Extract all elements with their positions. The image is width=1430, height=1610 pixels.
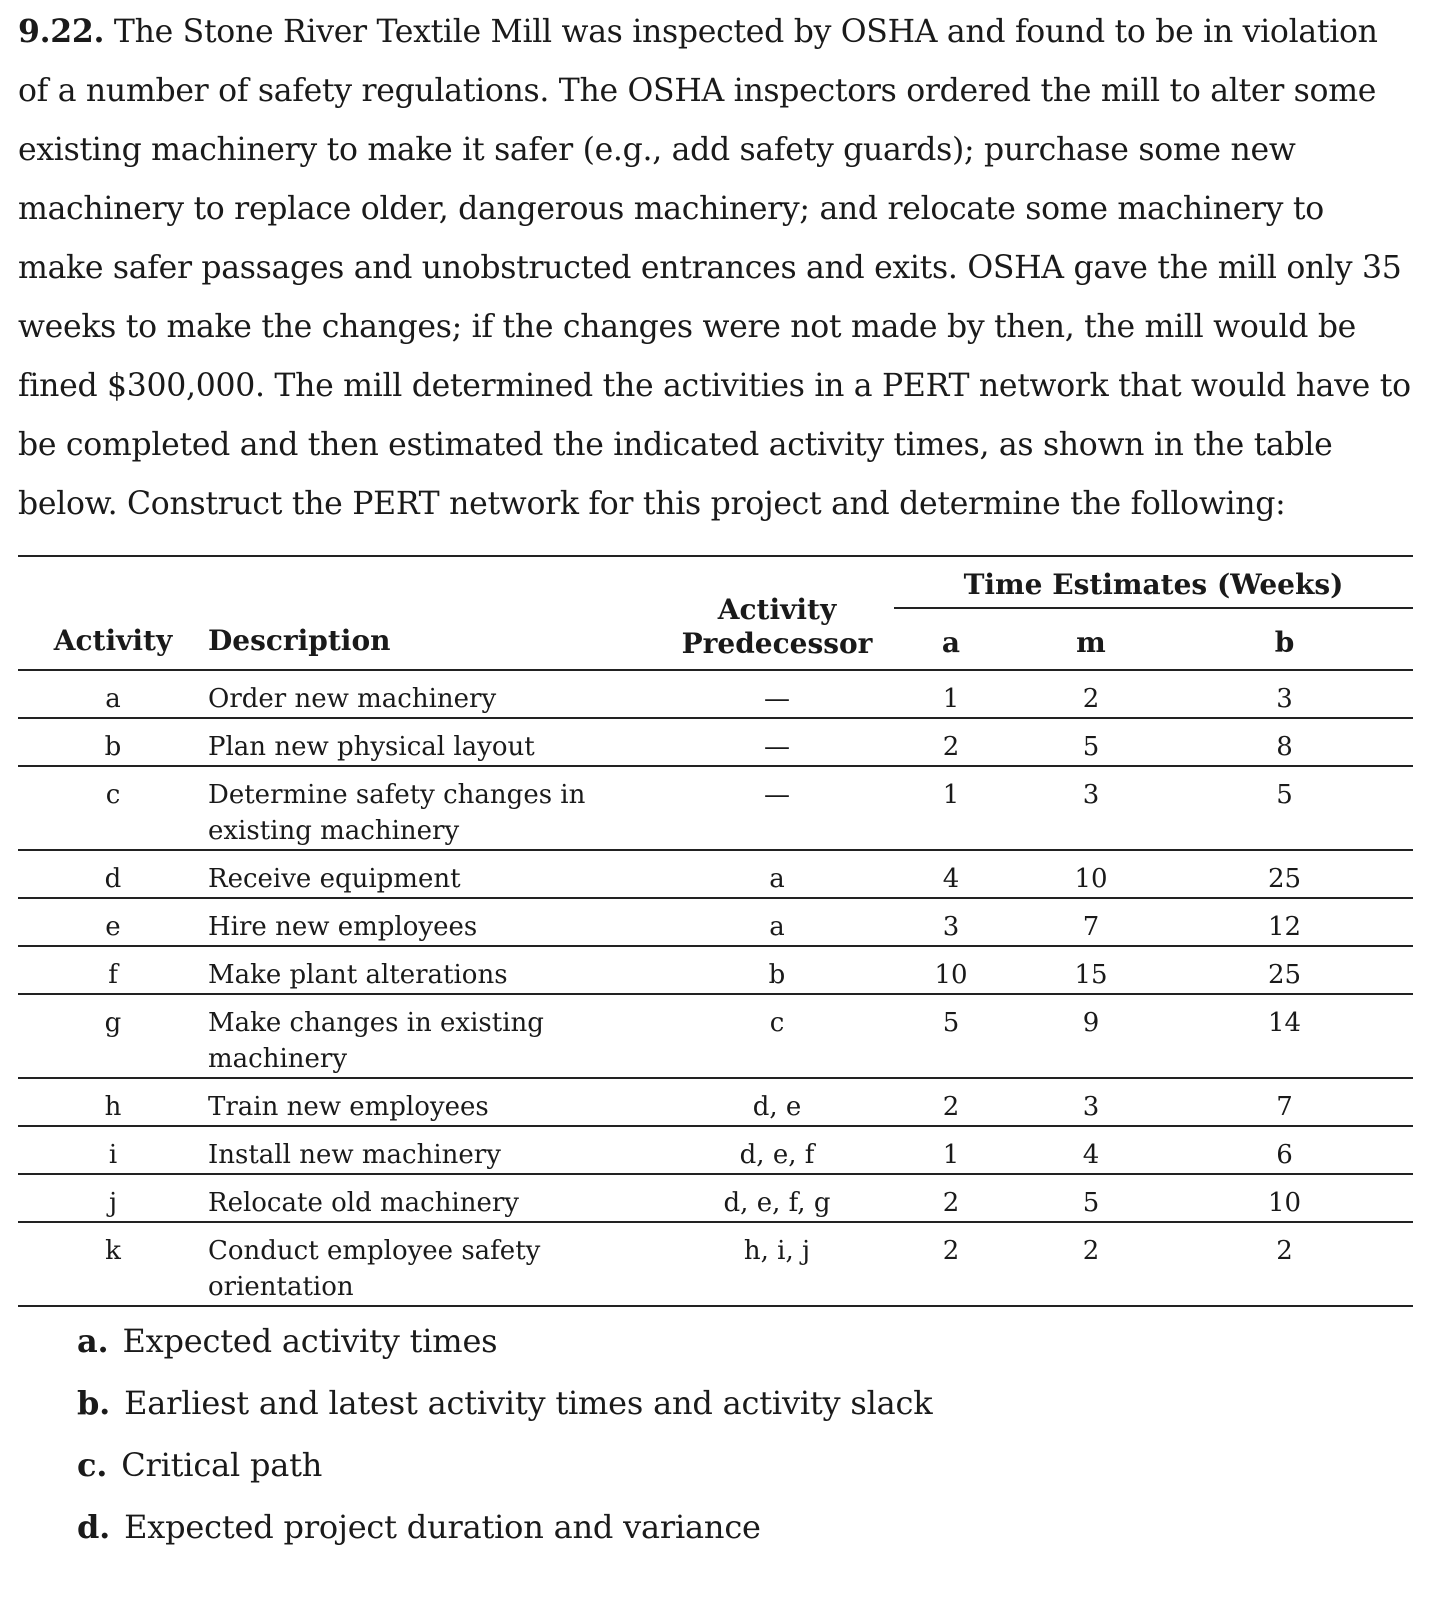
table-row xyxy=(18,1222,1413,1306)
question-list xyxy=(77,1310,932,1558)
header-time-group-cell xyxy=(876,556,1413,609)
cell-description: Train new employees xyxy=(208,1092,489,1122)
table-row xyxy=(18,850,1413,898)
question-label: b. xyxy=(77,1384,111,1422)
cell-description: Relocate old machinery xyxy=(208,1188,519,1218)
cell-activity: g xyxy=(104,1008,122,1038)
cell-predecessor: — xyxy=(764,732,790,762)
cell-b: 10 xyxy=(1267,1188,1302,1218)
cell-activity: d xyxy=(104,864,122,894)
cell-predecessor: a xyxy=(769,864,785,894)
cell-m: 15 xyxy=(1074,960,1108,990)
cell-a: 3 xyxy=(942,912,960,942)
header-m: m xyxy=(1076,626,1106,659)
cell-m: 4 xyxy=(1082,1140,1100,1170)
cell-a: 1 xyxy=(942,780,960,810)
cell-predecessor: — xyxy=(764,684,790,714)
question-text: Expected activity times xyxy=(122,1322,498,1360)
header-predecessor xyxy=(678,556,876,670)
cell-b: 8 xyxy=(1276,732,1293,762)
cell-a: 5 xyxy=(942,1008,960,1038)
question-text: Expected project duration and variance xyxy=(124,1508,761,1546)
question-text: Earliest and latest activity times and activity slack xyxy=(124,1384,933,1422)
cell-a: 4 xyxy=(942,864,960,894)
activity-table xyxy=(18,555,1413,1307)
cell-predecessor: b xyxy=(768,960,786,990)
header-a: a xyxy=(941,626,961,659)
cell-b: 3 xyxy=(1276,684,1293,714)
cell-a: 1 xyxy=(942,684,960,714)
header-time-group: Time Estimates (Weeks) xyxy=(894,568,1413,609)
cell-activity: k xyxy=(105,1236,121,1266)
question-item xyxy=(77,1434,932,1496)
cell-activity: c xyxy=(105,780,121,810)
cell-activity: f xyxy=(108,960,118,990)
table-row xyxy=(18,766,1413,850)
table-row xyxy=(18,1126,1413,1174)
cell-predecessor: c xyxy=(769,1008,785,1038)
question-label: d. xyxy=(77,1508,111,1546)
question-label: a. xyxy=(77,1322,109,1360)
cell-a: 2 xyxy=(942,732,960,762)
cell-a: 10 xyxy=(934,960,968,990)
cell-b: 5 xyxy=(1276,780,1293,810)
table-row xyxy=(18,994,1413,1078)
cell-description: Plan new physical layout xyxy=(208,732,535,762)
cell-activity: a xyxy=(105,684,121,714)
table-row xyxy=(18,946,1413,994)
problem-statement xyxy=(18,2,1413,534)
cell-m: 2 xyxy=(1082,1236,1100,1266)
cell-description: Make changes in existing machinery xyxy=(208,1008,544,1074)
cell-predecessor: d, e, f xyxy=(739,1140,815,1170)
problem-text: The Stone River Textile Mill was inspected by OSHA and found to be in violation of a number of safety regulations. The OSHA inspectors ordered the mill to alter some existing machinery to make it safer (e.g., add safety guards); purchase some new machinery to replace older, dangerous machinery; and relocate some machinery to make safer passages and unobstructed entrances and exits. OSHA gave the mill only 35 weeks to make the changes; if the changes were not made by then, the mill would be fined $300,000. The mill determined the activities in a PERT network that would have to be completed and then estimated the indicated activity times, as shown in the table below. Construct the PERT network for this project and determine the following: xyxy=(18,14,1411,522)
cell-description: Determine safety changes in existing machinery xyxy=(208,780,586,846)
cell-b: 7 xyxy=(1276,1092,1293,1122)
table-row xyxy=(18,898,1413,946)
cell-a: 2 xyxy=(942,1236,960,1266)
cell-activity: h xyxy=(104,1092,122,1122)
table-row xyxy=(18,1174,1413,1222)
cell-predecessor: d, e, f, g xyxy=(723,1188,831,1218)
cell-activity: e xyxy=(105,912,121,942)
cell-m: 10 xyxy=(1074,864,1108,894)
question-item xyxy=(77,1372,932,1434)
cell-activity: b xyxy=(104,732,122,762)
header-description: Description xyxy=(208,556,678,670)
cell-description: Hire new employees xyxy=(208,912,478,942)
cell-m: 7 xyxy=(1082,912,1100,942)
cell-m: 5 xyxy=(1082,732,1100,762)
cell-m: 3 xyxy=(1082,780,1100,810)
question-text: Critical path xyxy=(121,1446,323,1484)
cell-a: 1 xyxy=(942,1140,960,1170)
header-predecessor-line1: Activity xyxy=(717,593,837,626)
cell-predecessor: — xyxy=(764,780,790,810)
question-item xyxy=(77,1496,932,1558)
cell-m: 3 xyxy=(1082,1092,1100,1122)
header-predecessor-line2: Predecessor xyxy=(681,627,873,660)
cell-predecessor: a xyxy=(769,912,785,942)
cell-predecessor: d, e xyxy=(752,1092,802,1122)
cell-description: Make plant alterations xyxy=(208,960,508,990)
cell-description: Conduct employee safety orientation xyxy=(208,1236,541,1302)
cell-predecessor: h, i, j xyxy=(743,1236,811,1266)
cell-b: 25 xyxy=(1267,960,1302,990)
table-row xyxy=(18,670,1413,718)
header-b: b xyxy=(1274,626,1295,659)
cell-activity: j xyxy=(108,1188,118,1218)
table-row xyxy=(18,718,1413,766)
cell-description: Receive equipment xyxy=(208,864,461,894)
cell-m: 2 xyxy=(1082,684,1100,714)
cell-b: 2 xyxy=(1276,1236,1293,1266)
cell-m: 9 xyxy=(1082,1008,1100,1038)
cell-b: 6 xyxy=(1276,1140,1293,1170)
cell-a: 2 xyxy=(942,1188,960,1218)
cell-b: 14 xyxy=(1267,1008,1302,1038)
cell-description: Order new machinery xyxy=(208,684,497,714)
problem-number: 9.22. xyxy=(18,13,105,50)
cell-b: 25 xyxy=(1267,864,1302,894)
question-item xyxy=(77,1310,932,1372)
cell-a: 2 xyxy=(942,1092,960,1122)
cell-b: 12 xyxy=(1267,912,1302,942)
table-header-top xyxy=(18,556,1413,609)
question-label: c. xyxy=(77,1446,108,1484)
cell-description: Install new machinery xyxy=(208,1140,501,1170)
cell-m: 5 xyxy=(1082,1188,1100,1218)
cell-activity: i xyxy=(108,1140,118,1170)
table-row xyxy=(18,1078,1413,1126)
header-activity: Activity xyxy=(18,556,208,670)
